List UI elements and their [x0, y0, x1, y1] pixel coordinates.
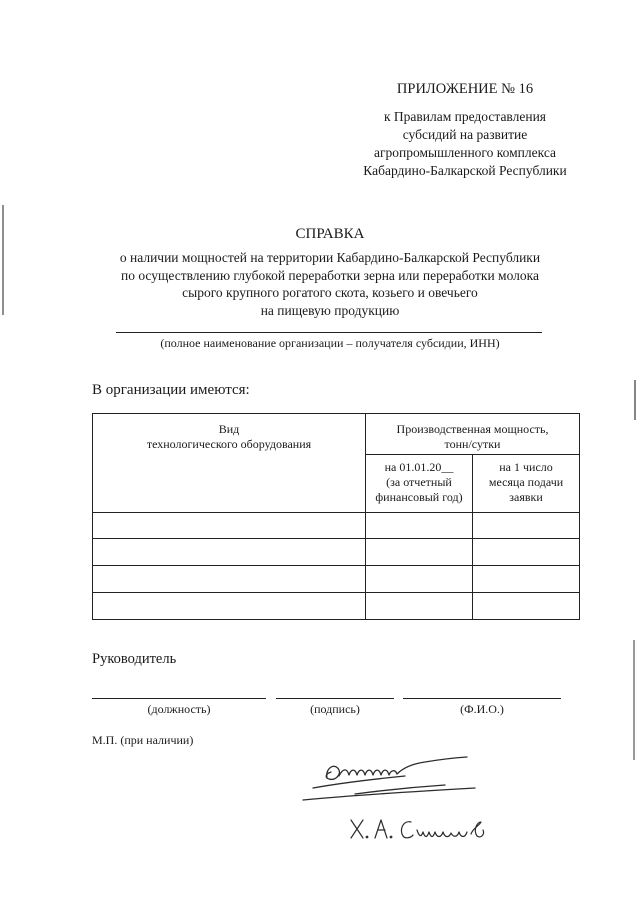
header-text: Производственная мощность, — [396, 422, 549, 436]
full-name-caption: (Ф.И.О.) — [460, 702, 504, 716]
signature-caption: (подпись) — [310, 702, 360, 716]
organization-caption: (полное наименование организации – получателя субсидии, ИНН) — [160, 336, 500, 350]
table-row — [93, 539, 580, 566]
heading-line: сырого крупного рогатого скота, козьего и овечьего — [182, 285, 478, 300]
document-heading — [60, 226, 600, 319]
header-text: месяца подачи — [488, 475, 564, 489]
header-application-month — [473, 455, 580, 513]
table-cell[interactable] — [366, 566, 473, 593]
section-lead: В организации имеются: — [92, 382, 250, 398]
handwritten-name — [345, 808, 495, 844]
table-row — [93, 593, 580, 620]
signatory-label: Руководитель — [92, 651, 177, 667]
header-equipment-type — [93, 414, 366, 513]
table-row — [93, 566, 580, 593]
organization-name-line — [116, 332, 542, 333]
stamp-note: М.П. (при наличии) — [92, 733, 194, 747]
table-cell[interactable] — [93, 593, 366, 620]
appendix-line: к Правилам предоставления — [383, 109, 547, 124]
heading-line: по осуществлению глубокой переработки зерна или переработки молока — [120, 267, 540, 283]
document-title: СПРАВКА — [295, 226, 365, 242]
table-cell[interactable] — [473, 539, 580, 566]
header-text: Вид — [218, 422, 240, 436]
margin-scan-mark — [634, 380, 636, 420]
header-capacity — [366, 414, 580, 455]
header-reporting-year — [366, 455, 473, 513]
header-text: технологического оборудования — [146, 437, 312, 451]
position-caption: (должность) — [147, 702, 211, 716]
table-cell[interactable] — [366, 593, 473, 620]
heading-line: на пищевую продукцию — [260, 302, 400, 318]
table-cell[interactable] — [93, 566, 366, 593]
capacity-table — [92, 413, 580, 620]
full-name-line — [403, 698, 561, 699]
appendix-line: субсидий на развитие — [402, 127, 528, 142]
appendix-block — [300, 80, 630, 180]
table-cell[interactable] — [366, 539, 473, 566]
appendix-title: ПРИЛОЖЕНИЕ № 16 — [396, 81, 534, 97]
header-text: (за отчетный — [386, 475, 452, 489]
table-cell[interactable] — [366, 513, 473, 539]
margin-scan-mark — [2, 205, 4, 315]
header-text: тонн/сутки — [444, 437, 501, 451]
header-text: на 01.01.20__ — [384, 460, 454, 474]
table-cell[interactable] — [473, 513, 580, 539]
appendix-line: Кабардино-Балкарской Республики — [363, 163, 567, 178]
table-cell[interactable] — [93, 513, 366, 539]
appendix-line: агропромышленного комплекса — [374, 145, 556, 160]
table-row — [93, 513, 580, 539]
position-line — [92, 698, 266, 699]
header-text: финансовый год) — [375, 490, 463, 504]
header-text: на 1 число — [499, 460, 553, 474]
margin-scan-mark — [633, 640, 635, 760]
table-cell[interactable] — [473, 593, 580, 620]
handwritten-signature — [295, 748, 495, 808]
header-text: заявки — [509, 490, 543, 504]
signature-line — [276, 698, 394, 699]
table-cell[interactable] — [93, 539, 366, 566]
table-cell[interactable] — [473, 566, 580, 593]
heading-line: о наличии мощностей на территории Кабардино-Балкарской Республики — [119, 250, 541, 265]
